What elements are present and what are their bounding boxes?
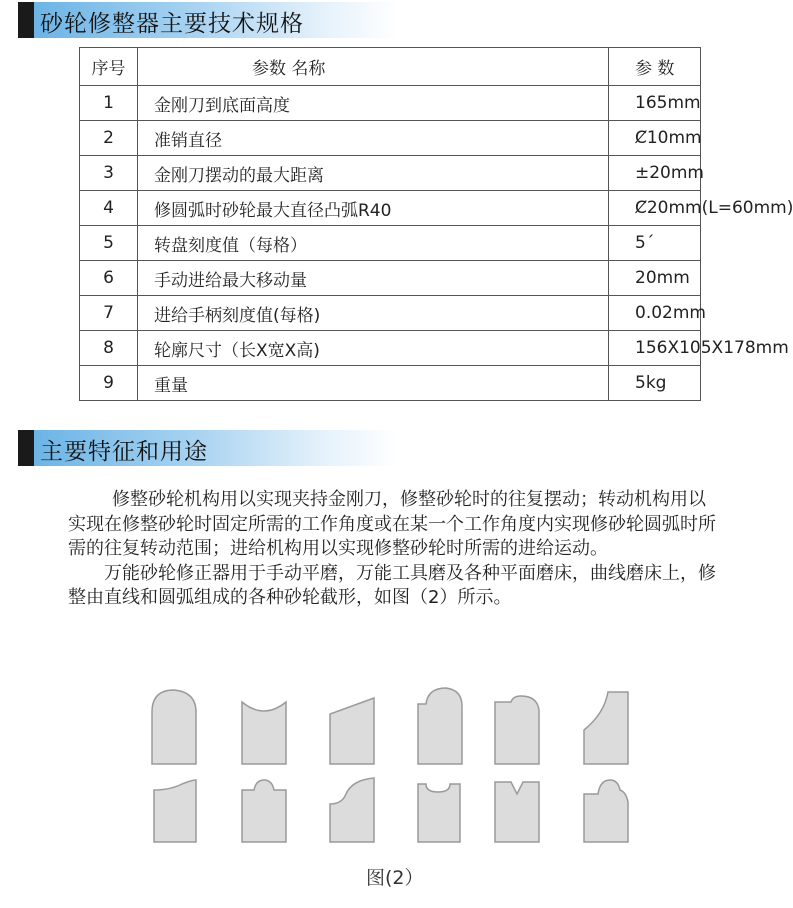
features-description	[68, 488, 720, 611]
row-number: 6	[80, 261, 138, 296]
row-number: 8	[80, 331, 138, 366]
row-param-name: 金刚刀摆动的最大距离	[138, 156, 609, 191]
table-row	[80, 366, 701, 401]
wheel-profile-shape	[416, 782, 462, 844]
row-number: 9	[80, 366, 138, 401]
row-number: 1	[80, 86, 138, 121]
row-param-name: 修圆弧时砂轮最大直径凸弧R40	[138, 191, 609, 226]
wheel-profile-figure	[140, 684, 640, 854]
wheel-profile-shape	[152, 778, 198, 844]
wheel-profile-shape	[240, 778, 288, 844]
wheel-profile-shape	[493, 694, 541, 766]
header-accent-bar	[18, 2, 34, 38]
row-param-value: 5´	[609, 226, 701, 261]
table-row	[80, 121, 701, 156]
table-header-row	[80, 48, 701, 86]
table-row	[80, 191, 701, 226]
table-row	[80, 261, 701, 296]
row-param-value: 5kg	[609, 366, 701, 401]
wheel-profile-shape	[582, 778, 630, 844]
row-number: 3	[80, 156, 138, 191]
row-param-name: 准销直径	[138, 121, 609, 156]
row-number: 5	[80, 226, 138, 261]
row-param-value: ±20mm	[609, 156, 701, 191]
description-paragraph-1: 修整砂轮机构用以实现夹持金刚刀，修整砂轮时的往复摆动；转动机构用以实现在修整砂轮时固定所需的工作角度或在某一个工作角度内实现修砂轮圆弧时所需的往复转动范围；进给机构用以实现修整砂轮时所需的进给运动。	[68, 489, 716, 559]
row-param-value: Ȼ10mm	[609, 121, 701, 156]
row-param-name: 转盘刻度值（每格）	[138, 226, 609, 261]
figure-caption: 图(2）	[366, 867, 424, 889]
specs-section-title: 砂轮修整器主要技术规格	[40, 11, 304, 37]
row-param-value: 165mm	[609, 86, 701, 121]
row-number: 4	[80, 191, 138, 226]
features-section-header	[18, 430, 398, 466]
row-param-value: 156X105X178mm	[609, 331, 701, 366]
row-param-value: 0.02mm	[609, 296, 701, 331]
wheel-profile-shape	[416, 686, 464, 766]
wheel-profile-shape	[328, 696, 376, 766]
table-row	[80, 226, 701, 261]
row-param-value: Ȼ20mm(L=60mm)	[609, 191, 701, 226]
row-param-name: 进给手柄刻度值(每格)	[138, 296, 609, 331]
table-row	[80, 86, 701, 121]
wheel-profile-shape	[240, 698, 288, 766]
header-number: 序号	[80, 48, 138, 86]
table-row	[80, 156, 701, 191]
row-param-name: 轮廓尺寸（长X宽X高)	[138, 331, 609, 366]
row-number: 2	[80, 121, 138, 156]
row-param-name: 金刚刀到底面高度	[138, 86, 609, 121]
table-row	[80, 296, 701, 331]
header-accent-bar	[18, 430, 34, 466]
row-param-value: 20mm	[609, 261, 701, 296]
description-paragraph-2: 万能砂轮修正器用于手动平磨，万能工具磨及各种平面磨床，曲线磨床上，修整由直线和圆弧组成的各种砂轮截形，如图（2）所示。	[68, 562, 716, 608]
features-section-title: 主要特征和用途	[40, 439, 208, 465]
wheel-profile-shape	[328, 776, 376, 844]
row-param-name: 重量	[138, 366, 609, 401]
header-param-name: 参数 名称	[138, 48, 609, 86]
row-number: 7	[80, 296, 138, 331]
specs-table	[79, 47, 793, 401]
wheel-profile-shape	[493, 780, 541, 844]
specs-section-header	[18, 2, 398, 38]
wheel-profile-shape	[582, 690, 630, 766]
header-param-value: 参 数	[609, 48, 701, 86]
table-row	[80, 331, 701, 366]
row-param-name: 手动进给最大移动量	[138, 261, 609, 296]
wheel-profile-shape	[150, 688, 198, 766]
